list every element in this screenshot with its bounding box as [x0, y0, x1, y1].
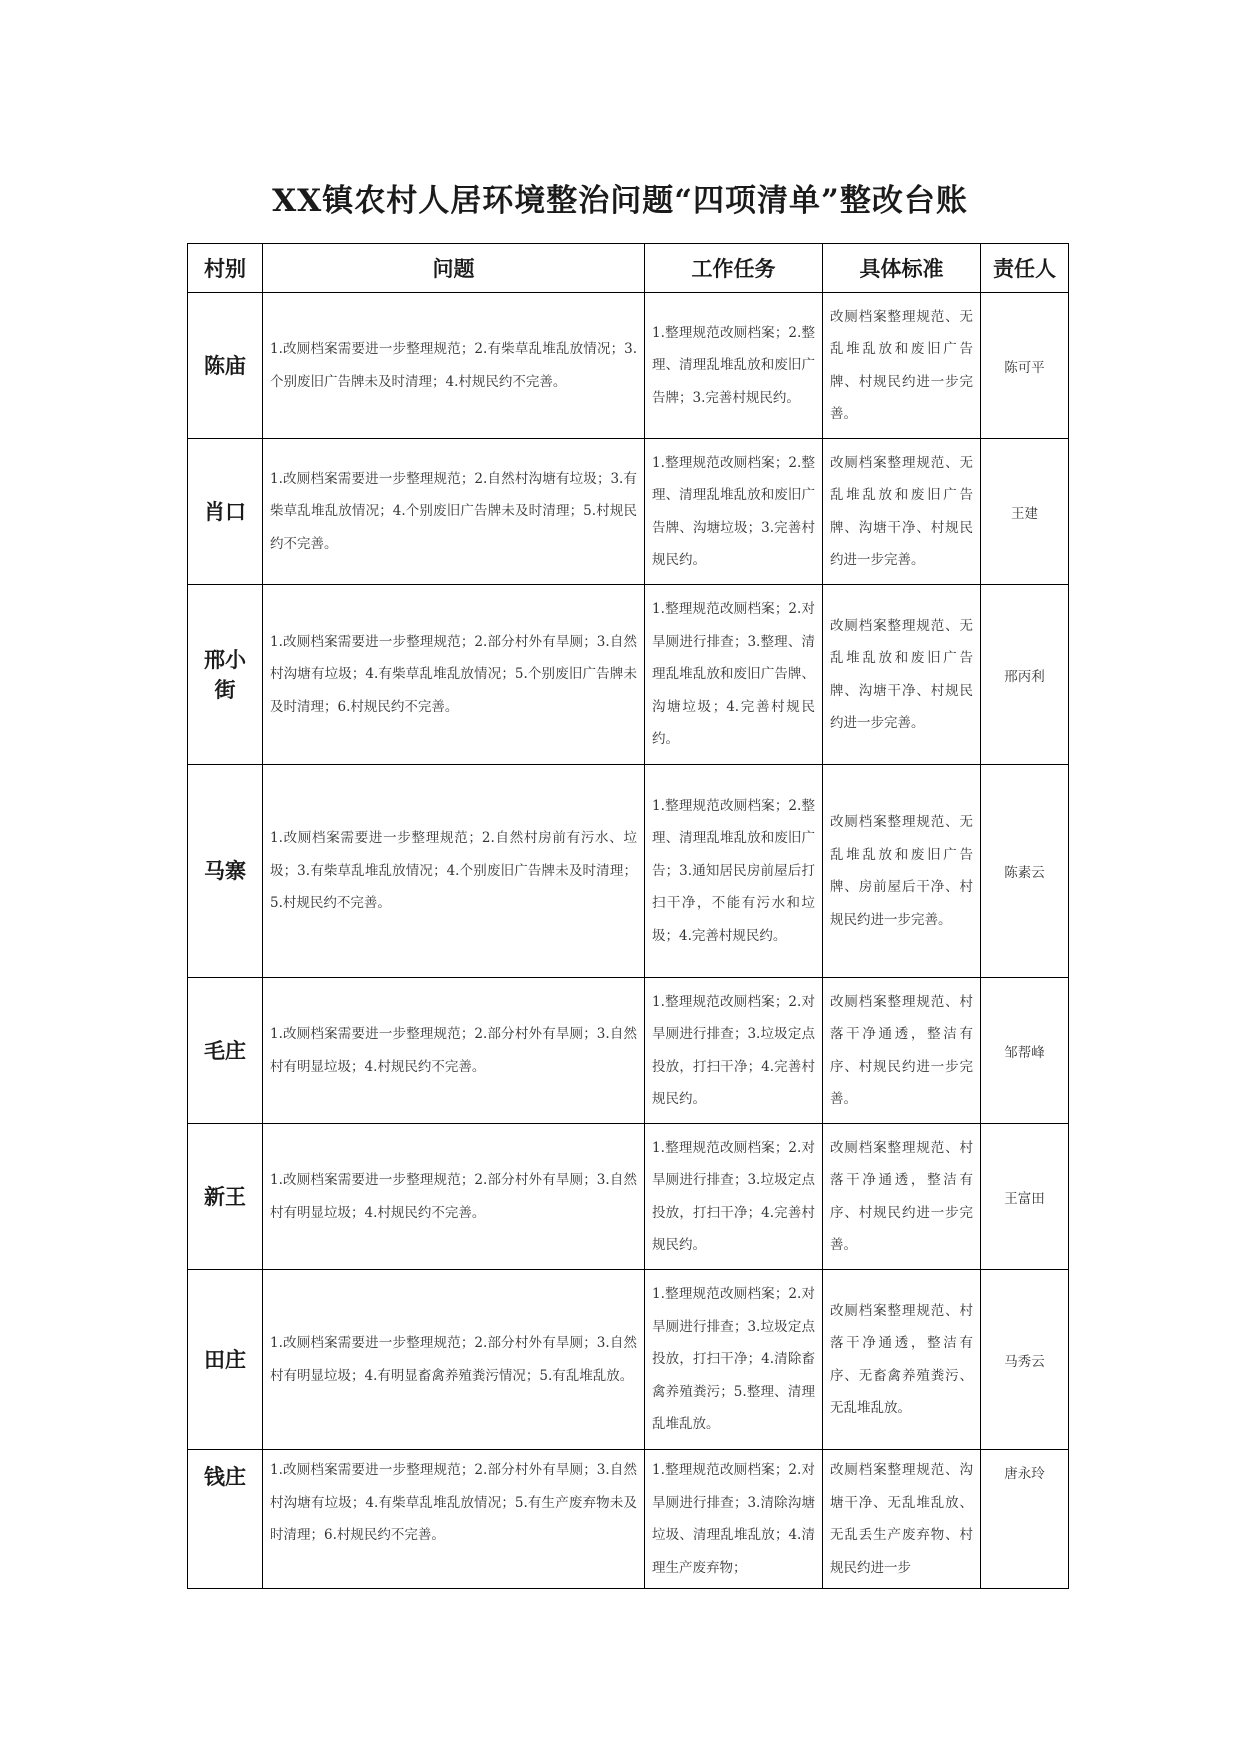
- task-cell: 1.整理规范改厕档案；2.对旱厕进行排查；3.垃圾定点投放，打扫干净；4.完善村规民约。: [645, 978, 823, 1124]
- responsible-person: 王建: [981, 439, 1069, 585]
- standard-cell: 改厕档案整理规范、无乱堆乱放和废旧广告牌、村规民约进一步完善。: [823, 293, 981, 439]
- responsible-person: 唐永玲: [981, 1450, 1069, 1589]
- standard-cell: 改厕档案整理规范、村落干净通透，整洁有序、无畜禽养殖粪污、无乱堆乱放。: [823, 1270, 981, 1450]
- problem-cell: 1.改厕档案需要进一步整理规范；2.部分村外有旱厕；3.自然村有明显垃圾；4.村规民约不完善。: [263, 1124, 645, 1270]
- problem-cell: 1.改厕档案需要进一步整理规范；2.部分村外有旱厕；3.自然村沟塘有垃圾；4.有柴草乱堆乱放情况；5.有生产废弃物未及时清理；6.村规民约不完善。: [263, 1450, 645, 1589]
- standard-cell: 改厕档案整理规范、无乱堆乱放和废旧广告牌、沟塘干净、村规民约进一步完善。: [823, 439, 981, 585]
- task-cell: 1.整理规范改厕档案；2.对旱厕进行排查；3.整理、清理乱堆乱放和废旧广告牌、沟塘垃圾；4.完善村规民约。: [645, 585, 823, 765]
- task-cell: 1.整理规范改厕档案；2.整理、清理乱堆乱放和废旧广告牌、沟塘垃圾；3.完善村规民约。: [645, 439, 823, 585]
- standard-cell: 改厕档案整理规范、无乱堆乱放和废旧广告牌、房前屋后干净、村规民约进一步完善。: [823, 765, 981, 978]
- responsible-person: 邹帮峰: [981, 978, 1069, 1124]
- table-header-row: [188, 244, 1069, 293]
- table-row: [188, 293, 1069, 439]
- village-name: 田庄: [188, 1270, 263, 1450]
- problem-cell: 1.改厕档案需要进一步整理规范；2.自然村房前有污水、垃圾；3.有柴草乱堆乱放情况；4.个别废旧广告牌未及时清理；5.村规民约不完善。: [263, 765, 645, 978]
- problem-cell: 1.改厕档案需要进一步整理规范；2.部分村外有旱厕；3.自然村有明显垃圾；4.村规民约不完善。: [263, 978, 645, 1124]
- table-row: [188, 1124, 1069, 1270]
- task-cell: 1.整理规范改厕档案；2.整理、清理乱堆乱放和废旧广告；3.通知居民房前屋后打扫干净，不能有污水和垃圾；4.完善村规民约。: [645, 765, 823, 978]
- table-row: [188, 978, 1069, 1124]
- problem-cell: 1.改厕档案需要进一步整理规范；2.部分村外有旱厕；3.自然村有明显垃圾；4.有明显畜禽养殖粪污情况；5.有乱堆乱放。: [263, 1270, 645, 1450]
- column-header-problem: 问题: [263, 244, 645, 293]
- table-row: [188, 1270, 1069, 1450]
- village-name: 邢小街: [188, 585, 263, 765]
- task-cell: 1.整理规范改厕档案；2.对旱厕进行排查；3.清除沟塘垃圾、清理乱堆乱放；4.清理生产废弃物；: [645, 1450, 823, 1589]
- responsible-person: 邢丙利: [981, 585, 1069, 765]
- responsible-person: 王富田: [981, 1124, 1069, 1270]
- column-header-standard: 具体标准: [823, 244, 981, 293]
- table-row: [188, 1450, 1069, 1589]
- village-name: 马寨: [188, 765, 263, 978]
- responsible-person: 陈素云: [981, 765, 1069, 978]
- table-row: [188, 765, 1069, 978]
- responsible-person: 陈可平: [981, 293, 1069, 439]
- standard-cell: 改厕档案整理规范、村落干净通透，整洁有序、村规民约进一步完善。: [823, 978, 981, 1124]
- document-title: XX镇农村人居环境整治问题“四项清单”整改台账: [272, 183, 968, 219]
- column-header-person: 责任人: [981, 244, 1069, 293]
- standard-cell: 改厕档案整理规范、沟塘干净、无乱堆乱放、无乱丢生产废弃物、村规民约进一步: [823, 1450, 981, 1589]
- problem-cell: 1.改厕档案需要进一步整理规范；2.有柴草乱堆乱放情况；3.个别废旧广告牌未及时清理；4.村规民约不完善。: [263, 293, 645, 439]
- task-cell: 1.整理规范改厕档案；2.对旱厕进行排查；3.垃圾定点投放，打扫干净；4.清除畜禽养殖粪污；5.整理、清理乱堆乱放。: [645, 1270, 823, 1450]
- rectification-ledger-table: [187, 243, 1069, 1589]
- task-cell: 1.整理规范改厕档案；2.整理、清理乱堆乱放和废旧广告牌；3.完善村规民约。: [645, 293, 823, 439]
- village-name: 毛庄: [188, 978, 263, 1124]
- column-header-village: 村别: [188, 244, 263, 293]
- responsible-person: 马秀云: [981, 1270, 1069, 1450]
- standard-cell: 改厕档案整理规范、无乱堆乱放和废旧广告牌、沟塘干净、村规民约进一步完善。: [823, 585, 981, 765]
- problem-cell: 1.改厕档案需要进一步整理规范；2.自然村沟塘有垃圾；3.有柴草乱堆乱放情况；4.个别废旧广告牌未及时清理；5.村规民约不完善。: [263, 439, 645, 585]
- village-name: 肖口: [188, 439, 263, 585]
- column-header-task: 工作任务: [645, 244, 823, 293]
- table-row: [188, 585, 1069, 765]
- village-name: 新王: [188, 1124, 263, 1270]
- village-name: 钱庄: [188, 1450, 263, 1589]
- task-cell: 1.整理规范改厕档案；2.对旱厕进行排查；3.垃圾定点投放，打扫干净；4.完善村规民约。: [645, 1124, 823, 1270]
- standard-cell: 改厕档案整理规范、村落干净通透，整洁有序、村规民约进一步完善。: [823, 1124, 981, 1270]
- table-row: [188, 439, 1069, 585]
- problem-cell: 1.改厕档案需要进一步整理规范；2.部分村外有旱厕；3.自然村沟塘有垃圾；4.有柴草乱堆乱放情况；5.个别废旧广告牌未及时清理；6.村规民约不完善。: [263, 585, 645, 765]
- village-name: 陈庙: [188, 293, 263, 439]
